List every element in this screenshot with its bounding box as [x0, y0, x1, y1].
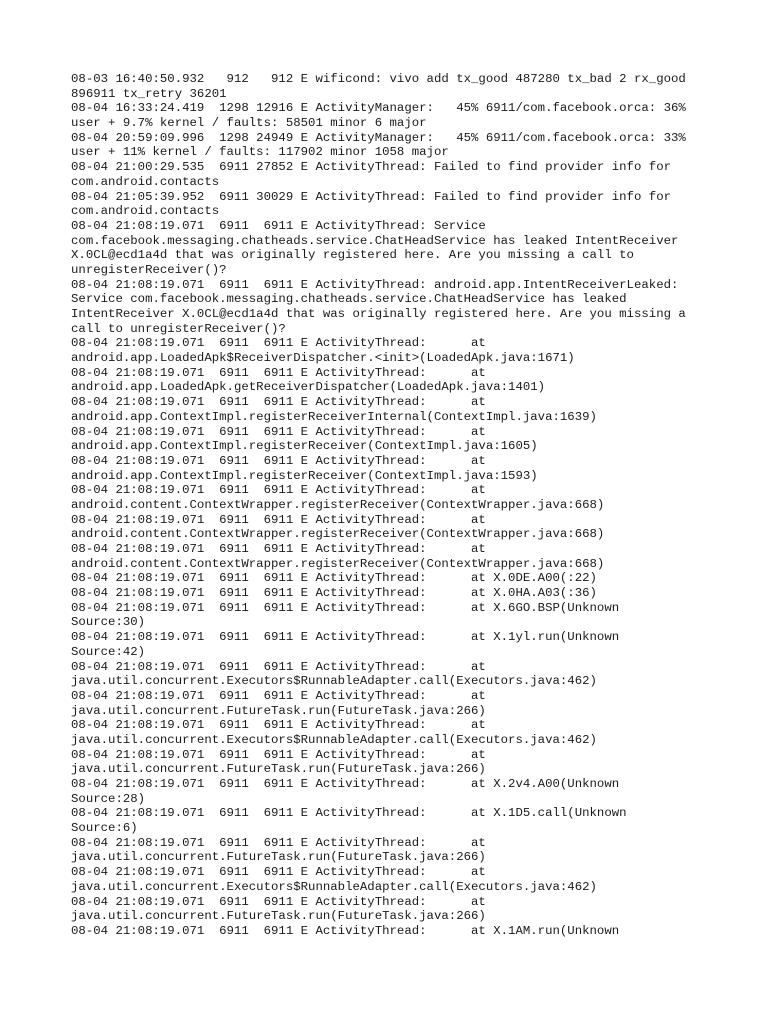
log-line: 08-04 21:08:19.071 6911 6911 E ActivityThread: at X.0HA.A03(:36)	[71, 586, 597, 601]
log-line: 08-04 21:08:19.071 6911 6911 E ActivityThread: Service	[71, 218, 486, 233]
log-line: 08-04 21:08:19.071 6911 6911 E ActivityThread: at X.2v4.A00(Unknown	[71, 777, 620, 791]
log-line: call to unregisterReceiver()?	[71, 321, 286, 336]
log-line: 08-04 21:08:19.071 6911 6911 E ActivityThread: at	[71, 835, 486, 850]
log-line: android.app.LoadedApk$ReceiverDispatcher.<init>(LoadedApk.java:1671)	[71, 351, 575, 366]
log-line: user + 9.7% kernel / faults: 58501 minor 6 major	[71, 116, 427, 131]
log-line: 08-04 21:05:39.952 6911 30029 E ActivityThread: Failed to find provider info for	[71, 189, 672, 204]
log-line: 08-04 21:08:19.071 6911 6911 E ActivityThread: at	[71, 424, 486, 439]
log-line: android.content.ContextWrapper.registerReceiver(ContextWrapper.java:668)	[71, 556, 605, 571]
log-line: 08-04 21:08:19.071 6911 6911 E ActivityThread: at X.1yl.run(Unknown	[71, 630, 620, 645]
log-line: 08-04 16:33:24.419 1298 12916 E ActivityManager: 45% 6911/com.facebook.orca: 36%	[71, 101, 686, 116]
log-line: Source:28)	[71, 791, 146, 806]
log-line: Source:30)	[71, 615, 146, 630]
log-line: java.util.concurrent.FutureTask.run(FutureTask.java:266)	[71, 703, 486, 718]
log-line: 08-04 21:08:19.071 6911 6911 E ActivityThread: at X.6GO.BSP(Unknown	[71, 600, 620, 615]
log-line: Source:42)	[71, 644, 146, 659]
log-line: 08-04 21:08:19.071 6911 6911 E ActivityThread: at	[71, 894, 486, 909]
log-line: java.util.concurrent.FutureTask.run(FutureTask.java:266)	[71, 850, 486, 865]
log-line: X.0CL@ecd1a4d that was originally registered here. Are you missing a call to	[71, 248, 634, 263]
log-line: 08-04 21:08:19.071 6911 6911 E ActivityThread: at	[71, 512, 486, 527]
log-text-block	[71, 72, 711, 939]
log-line: 08-04 21:08:19.071 6911 6911 E ActivityThread: android.app.IntentReceiverLeaked:	[71, 277, 679, 292]
log-line: com.android.contacts	[71, 204, 220, 219]
log-line: 08-04 21:08:19.071 6911 6911 E ActivityThread: at	[71, 865, 486, 880]
log-line: android.app.ContextImpl.registerReceiverInternal(ContextImpl.java:1639)	[71, 409, 597, 424]
log-line: 08-04 21:08:19.071 6911 6911 E ActivityThread: at X.1D5.call(Unknown	[71, 806, 627, 821]
log-line: android.content.ContextWrapper.registerReceiver(ContextWrapper.java:668)	[71, 527, 605, 542]
log-line: user + 11% kernel / faults: 117902 minor 1058 major	[71, 145, 449, 160]
log-line: Service com.facebook.messaging.chatheads.service.ChatHeadService has leaked	[71, 292, 627, 307]
log-line: 08-04 21:08:19.071 6911 6911 E ActivityThread: at	[71, 483, 486, 498]
log-line: unregisterReceiver()?	[71, 262, 227, 277]
log-line: java.util.concurrent.Executors$RunnableAdapter.call(Executors.java:462)	[71, 674, 597, 689]
log-line: 08-04 20:59:09.996 1298 24949 E ActivityManager: 45% 6911/com.facebook.orca: 33%	[71, 130, 686, 145]
log-line: 08-04 21:08:19.071 6911 6911 E ActivityThread: at	[71, 336, 486, 351]
log-line: java.util.concurrent.FutureTask.run(FutureTask.java:266)	[71, 909, 486, 924]
log-line: 08-04 21:08:19.071 6911 6911 E ActivityThread: at	[71, 747, 486, 762]
log-line: 08-04 21:08:19.071 6911 6911 E ActivityThread: at	[71, 365, 486, 380]
log-line: 08-04 21:00:29.535 6911 27852 E ActivityThread: Failed to find provider info for	[71, 160, 672, 175]
log-line: 08-04 21:08:19.071 6911 6911 E ActivityThread: at X.1AM.run(Unknown	[71, 923, 620, 938]
log-line: 08-04 21:08:19.071 6911 6911 E ActivityThread: at	[71, 542, 486, 556]
log-line: java.util.concurrent.FutureTask.run(FutureTask.java:266)	[71, 762, 486, 777]
log-line: 08-04 21:08:19.071 6911 6911 E ActivityThread: at	[71, 453, 486, 468]
log-line: Source:6)	[71, 821, 138, 836]
log-line: android.content.ContextWrapper.registerReceiver(ContextWrapper.java:668)	[71, 497, 605, 512]
log-line: 08-04 21:08:19.071 6911 6911 E ActivityThread: at X.0DE.A00(:22)	[71, 571, 597, 586]
log-line: 08-04 21:08:19.071 6911 6911 E ActivityThread: at	[71, 395, 486, 410]
log-line: com.facebook.messaging.chatheads.service.ChatHeadService has leaked IntentReceiver	[71, 233, 679, 248]
log-line: java.util.concurrent.Executors$RunnableAdapter.call(Executors.java:462)	[71, 732, 597, 747]
log-line: android.app.ContextImpl.registerReceiver(ContextImpl.java:1593)	[71, 468, 538, 483]
log-line: 896911 tx_retry 36201	[71, 86, 227, 101]
log-line: android.app.ContextImpl.registerReceiver(ContextImpl.java:1605)	[71, 439, 538, 454]
log-line: com.android.contacts	[71, 174, 220, 189]
log-line: 08-03 16:40:50.932 912 912 E wificond: vivo add tx_good 487280 tx_bad 2 rx_good	[71, 72, 686, 86]
log-line: IntentReceiver X.0CL@ecd1a4d that was originally registered here. Are you missing a	[71, 307, 686, 321]
log-line: java.util.concurrent.Executors$RunnableAdapter.call(Executors.java:462)	[71, 879, 597, 894]
log-line: 08-04 21:08:19.071 6911 6911 E ActivityThread: at	[71, 718, 486, 733]
log-line: android.app.LoadedApk.getReceiverDispatcher(LoadedApk.java:1401)	[71, 380, 546, 395]
log-line: 08-04 21:08:19.071 6911 6911 E ActivityThread: at	[71, 688, 486, 703]
log-line: 08-04 21:08:19.071 6911 6911 E ActivityThread: at	[71, 659, 486, 674]
